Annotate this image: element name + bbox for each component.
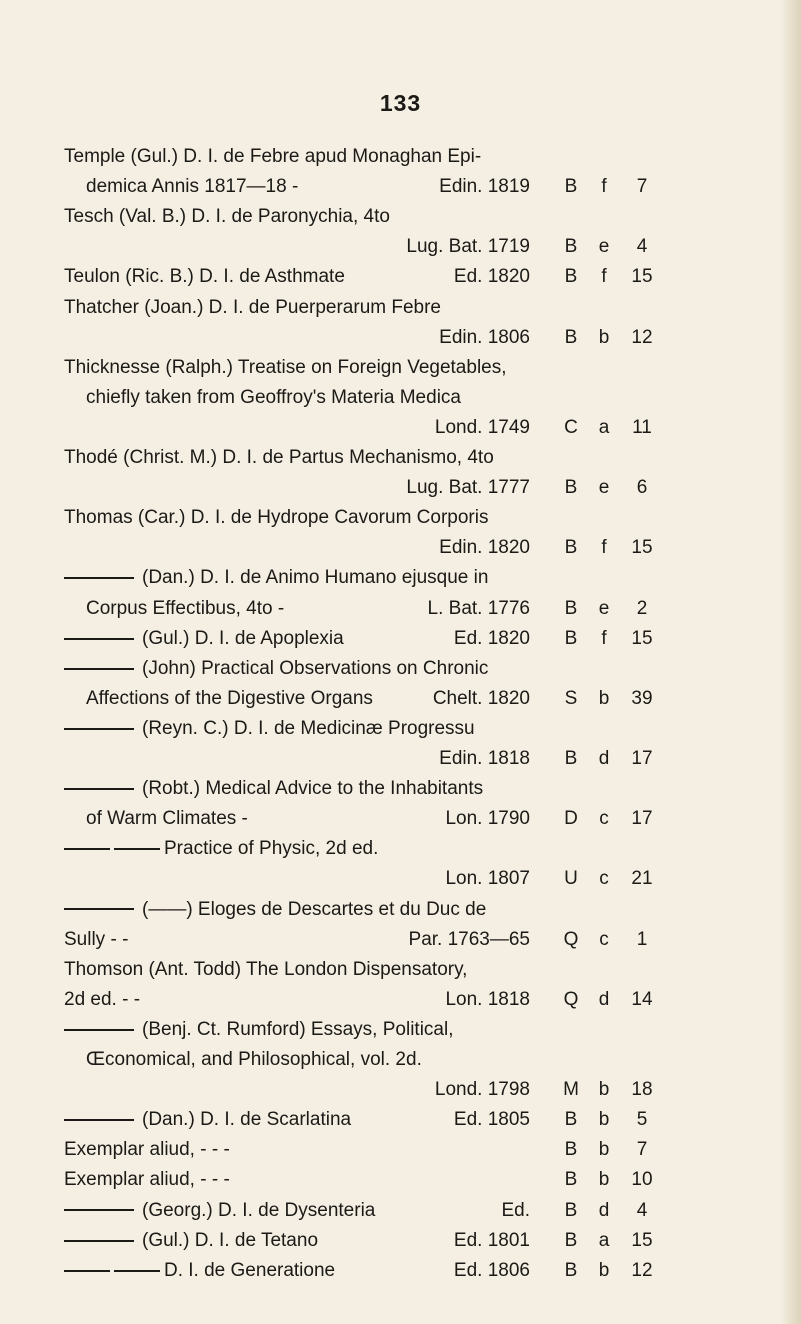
shelf-row: c: [599, 868, 609, 890]
catalogue-line: [0, 353, 801, 383]
ditto-rule: [64, 848, 110, 850]
shelf-number: 2: [636, 597, 648, 619]
ditto-rule: [64, 908, 134, 910]
shelf-row: e: [598, 236, 610, 258]
shelf-case: M: [563, 1079, 579, 1101]
entry-place-year: Edin. 1819: [439, 176, 530, 198]
shelf-number: 12: [631, 1259, 653, 1281]
entry-place-year: Edin. 1820: [439, 537, 530, 559]
shelf-number: 15: [631, 537, 653, 559]
entry-text: [64, 955, 467, 985]
shelf-row: b: [598, 1109, 610, 1131]
catalogue-line: [0, 563, 801, 593]
catalogue-line: [0, 142, 801, 172]
catalogue-line: [0, 624, 801, 654]
entry-title: Temple (Gul.) D. I. de Febre apud Monaghan Epi-: [64, 146, 482, 167]
catalogue-line: [0, 323, 801, 353]
shelf-row: b: [598, 326, 610, 348]
catalogue-line: [0, 955, 801, 985]
entry-title: (Reyn. C.) D. I. de Medicinæ Progressu: [142, 717, 475, 739]
shelf-case: B: [564, 597, 578, 619]
entry-title: 2d ed. - -: [64, 988, 141, 1010]
catalogue-line: [0, 714, 801, 744]
entry-text: [64, 1135, 230, 1165]
shelf-case: C: [564, 416, 578, 438]
shelf-number: 15: [631, 266, 653, 288]
shelf-number: 7: [636, 176, 648, 198]
shelf-number: 5: [636, 1109, 648, 1131]
entry-text: [64, 895, 486, 925]
shelf-number: 21: [631, 868, 653, 890]
entry-place-year: Ed. 1805: [453, 1109, 530, 1131]
ditto-rule: [64, 728, 134, 730]
ditto-rule: [64, 577, 134, 579]
catalogue-line: [0, 1045, 801, 1075]
catalogue-line: [0, 202, 801, 232]
ditto-rule: [64, 1240, 134, 1242]
catalogue-line: [0, 925, 801, 955]
entry-text: [64, 925, 128, 955]
entry-title: Thomas (Car.) D. I. de Hydrope Cavorum Corporis: [64, 507, 489, 529]
entry-place-year: Lug. Bat. 1777: [406, 477, 530, 499]
entry-place-year: Chelt. 1820: [432, 687, 530, 709]
shelf-row: d: [598, 988, 610, 1010]
catalogue-line: [0, 293, 801, 323]
entry-place-year: Edin. 1806: [439, 326, 530, 348]
catalogue-line: [0, 1256, 801, 1286]
entry-place-year: Par. 1763—65: [408, 928, 530, 950]
shelf-case: B: [564, 537, 578, 559]
shelf-case: B: [564, 1229, 578, 1251]
catalogue-line: [0, 1015, 801, 1045]
entry-text: [64, 443, 494, 473]
entry-title: Corpus Effectibus, 4to -: [86, 597, 285, 619]
entry-title: Thodé (Christ. M.) D. I. de Partus Mechanismo, 4to: [64, 447, 494, 468]
entry-text: [64, 293, 441, 323]
entry-text: [64, 1165, 230, 1195]
shelf-row: c: [599, 808, 609, 830]
catalogue-line: [0, 533, 801, 563]
shelf-row: f: [601, 627, 607, 649]
catalogue-line: [0, 1165, 801, 1195]
entry-title: D. I. de Generatione: [164, 1259, 336, 1281]
shelf-case: Q: [563, 988, 579, 1010]
entry-title: Tesch (Val. B.) D. I. de Paronychia, 4to: [64, 206, 390, 228]
shelf-row: d: [598, 1199, 610, 1221]
shelf-row: e: [598, 477, 610, 499]
catalogue-line: [0, 503, 801, 533]
entry-title: (Benj. Ct. Rumford) Essays, Political,: [142, 1018, 454, 1040]
ditto-rule: [64, 638, 134, 640]
entry-title: Thomson (Ant. Todd) The London Dispensatory,: [64, 958, 468, 980]
catalogue-line: [0, 804, 801, 834]
catalogue-line: [0, 1105, 801, 1135]
shelf-number: 12: [631, 326, 653, 348]
entry-place-year: Lon. 1790: [445, 808, 530, 830]
ditto-rule: [64, 1029, 134, 1031]
entry-title: Teulon (Ric. B.) D. I. de Asthmate: [64, 266, 345, 288]
entry-title: chiefly taken from Geoffroy's Materia Medica: [86, 386, 461, 408]
entry-place-year: Lug. Bat. 1719: [406, 236, 530, 258]
entry-text: [64, 202, 390, 232]
catalogue-line: [0, 744, 801, 774]
entry-place-year: Ed.: [501, 1199, 530, 1221]
entry-title: demica Annis 1817—18 -: [86, 176, 299, 198]
entry-place-year: Ed. 1801: [453, 1229, 530, 1251]
catalogue-line: [0, 473, 801, 503]
entry-text: [64, 985, 140, 1015]
entry-text: [86, 383, 461, 413]
entry-place-year: Lon. 1807: [445, 868, 530, 890]
shelf-case: B: [564, 1169, 578, 1191]
catalogue-line: [0, 864, 801, 894]
shelf-number: 39: [631, 687, 653, 709]
catalogue-line: [0, 172, 801, 202]
shelf-case: S: [564, 687, 578, 709]
shelf-case: U: [564, 868, 578, 890]
ditto-rule: [64, 788, 134, 790]
catalogue-line: [0, 1135, 801, 1165]
entry-title: (Robt.) Medical Advice to the Inhabitants: [142, 778, 484, 800]
catalogue-line: [0, 895, 801, 925]
catalogue-line: [0, 1226, 801, 1256]
shelf-case: Q: [563, 928, 579, 950]
entry-title: Sully - -: [64, 928, 129, 950]
entry-text: [64, 142, 481, 172]
ditto-rule: [64, 1119, 134, 1121]
shelf-row: a: [598, 416, 610, 438]
catalogue-line: [0, 594, 801, 624]
entry-title: (Gul.) D. I. de Apoplexia: [142, 627, 344, 649]
ditto-rule: [64, 1209, 134, 1211]
catalogue-line: [0, 443, 801, 473]
shelf-row: b: [598, 1259, 610, 1281]
entry-title: Thatcher (Joan.) D. I. de Puerperarum Febre: [64, 296, 441, 318]
entry-text: [64, 503, 488, 533]
entry-title: Œconomical, and Philosophical, vol. 2d.: [86, 1049, 422, 1070]
shelf-case: B: [564, 477, 578, 499]
entry-title: (Georg.) D. I. de Dysenteria: [142, 1199, 376, 1221]
shelf-number: 7: [636, 1139, 648, 1161]
shelf-row: b: [598, 1079, 610, 1101]
shelf-row: c: [599, 928, 609, 950]
shelf-number: 6: [636, 477, 648, 499]
entry-place-year: L. Bat. 1776: [427, 597, 530, 619]
shelf-case: B: [564, 1139, 578, 1161]
entry-text: [86, 1045, 422, 1075]
shelf-number: 15: [631, 627, 653, 649]
entry-place-year: Lond. 1798: [434, 1079, 530, 1101]
catalogue-line: [0, 232, 801, 262]
shelf-number: 17: [631, 808, 653, 830]
shelf-row: b: [598, 687, 610, 709]
shelf-row: f: [601, 176, 607, 198]
entry-place-year: Ed. 1820: [453, 627, 530, 649]
entry-title: (Dan.) D. I. de Animo Humano ejusque in: [142, 567, 489, 589]
entry-title: (——) Eloges de Descartes et du Duc de: [142, 898, 487, 920]
shelf-number: 10: [631, 1169, 653, 1191]
catalogue-line: [0, 383, 801, 413]
shelf-case: B: [564, 266, 578, 288]
shelf-case: B: [564, 1199, 578, 1221]
catalogue-line: [0, 1196, 801, 1226]
catalogue-line: [0, 684, 801, 714]
catalogue-line: [0, 654, 801, 684]
shelf-number: 4: [636, 1199, 648, 1221]
ditto-rule: [114, 1270, 160, 1272]
shelf-case: B: [564, 1109, 578, 1131]
catalogue-line: [0, 262, 801, 292]
shelf-number: 17: [631, 748, 653, 769]
entry-text: [64, 1015, 453, 1045]
ditto-rule: [64, 668, 134, 670]
shelf-number: 4: [636, 236, 648, 258]
entry-title: (John) Practical Observations on Chronic: [142, 657, 489, 679]
entry-title: Practice of Physic, 2d ed.: [164, 838, 379, 860]
shelf-case: D: [564, 808, 578, 830]
entry-title: Exemplar aliud, - - -: [64, 1169, 230, 1191]
shelf-number: 18: [631, 1079, 653, 1101]
entry-text: [64, 774, 483, 804]
shelf-row: b: [598, 1169, 610, 1191]
ditto-rule: [114, 848, 160, 850]
entry-text: [64, 654, 488, 684]
entry-title: Exemplar aliud, - - -: [64, 1139, 230, 1161]
shelf-row: a: [598, 1229, 610, 1251]
shelf-row: b: [598, 1139, 610, 1161]
shelf-case: B: [564, 326, 578, 348]
entry-place-year: Lon. 1818: [445, 988, 530, 1010]
catalogue-line: [0, 985, 801, 1015]
shelf-case: B: [564, 236, 578, 258]
entry-place-year: Ed. 1806: [453, 1259, 530, 1281]
entry-text: [64, 714, 475, 744]
ditto-rule: [64, 1270, 110, 1272]
entry-text: [64, 353, 507, 383]
shelf-number: 14: [631, 988, 653, 1010]
shelf-case: B: [564, 176, 578, 198]
shelf-number: 15: [631, 1229, 653, 1251]
catalogue-line: [0, 834, 801, 864]
shelf-row: e: [598, 597, 610, 619]
catalogue-line: [0, 1075, 801, 1105]
shelf-case: B: [564, 1259, 578, 1281]
shelf-number: 11: [632, 416, 652, 438]
shelf-row: f: [601, 537, 607, 559]
entry-title: of Warm Climates -: [86, 808, 248, 830]
shelf-case: B: [564, 627, 578, 649]
shelf-number: 1: [636, 928, 648, 950]
catalogue-line: [0, 413, 801, 443]
shelf-row: d: [598, 748, 610, 769]
entry-title: Thicknesse (Ralph.) Treatise on Foreign Vegetables,: [64, 356, 507, 378]
page-number: 133: [379, 90, 422, 116]
entry-text: [64, 834, 378, 864]
entry-place-year: Ed. 1820: [453, 266, 530, 288]
entry-text: [64, 563, 488, 593]
catalogue-line: [0, 774, 801, 804]
entry-title: (Gul.) D. I. de Tetano: [142, 1229, 319, 1251]
shelf-case: B: [564, 748, 578, 769]
shelf-row: f: [601, 266, 607, 288]
entry-place-year: Lond. 1749: [434, 416, 530, 438]
entry-title: (Dan.) D. I. de Scarlatina: [142, 1109, 352, 1131]
entry-place-year: Edin. 1818: [439, 748, 530, 769]
entry-title: Affections of the Digestive Organs: [86, 687, 373, 709]
